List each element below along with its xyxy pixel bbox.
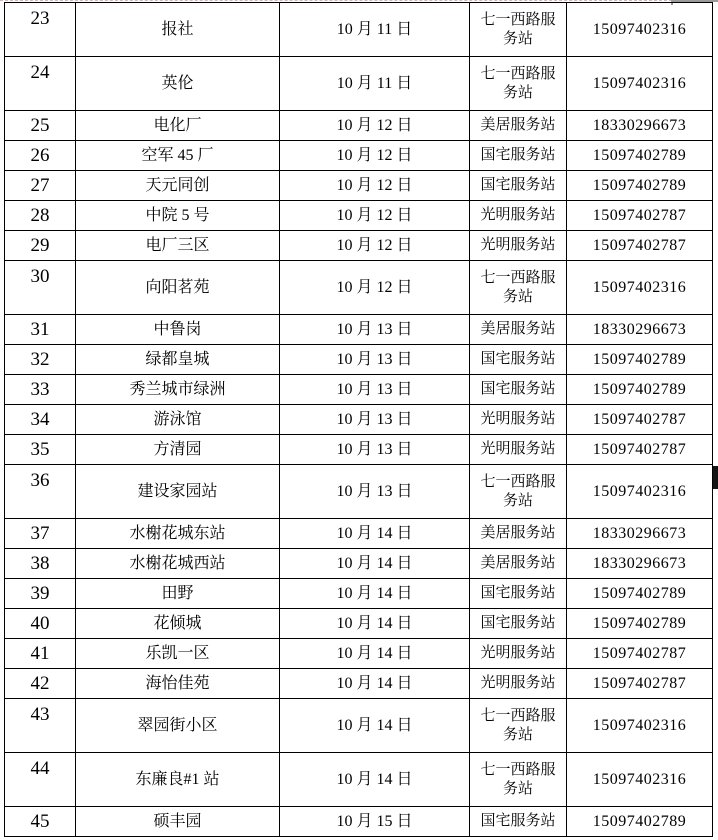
cell-phone-number[interactable]: 15097402789: [567, 345, 713, 375]
cell-row-number[interactable]: 31: [5, 315, 76, 345]
cell-date[interactable]: 10 月 12 日: [280, 231, 470, 261]
cell-service-station[interactable]: 七一西路服务站: [470, 753, 567, 807]
table-row: [5, 753, 713, 807]
cell-row-number[interactable]: 44: [5, 753, 76, 807]
cell-service-station[interactable]: 国宅服务站: [470, 807, 567, 837]
cell-community-name[interactable]: 海怡佳苑: [76, 669, 280, 699]
cell-community-name[interactable]: 电厂三区: [76, 231, 280, 261]
cell-service-station[interactable]: 光明服务站: [470, 201, 567, 231]
cell-community-name[interactable]: 乐凯一区: [76, 639, 280, 669]
cell-service-station[interactable]: 国宅服务站: [470, 579, 567, 609]
cell-row-number[interactable]: 39: [5, 579, 76, 609]
cell-service-station[interactable]: 国宅服务站: [470, 171, 567, 201]
table-row: [5, 639, 713, 669]
cell-service-station[interactable]: 美居服务站: [470, 315, 567, 345]
cell-community-name[interactable]: 田野: [76, 579, 280, 609]
cell-service-station[interactable]: 光明服务站: [470, 435, 567, 465]
cell-date[interactable]: 10 月 14 日: [280, 639, 470, 669]
cell-community-name[interactable]: 英伦: [76, 57, 280, 111]
cell-date[interactable]: 10 月 14 日: [280, 753, 470, 807]
cell-date[interactable]: 10 月 13 日: [280, 435, 470, 465]
cell-phone-number[interactable]: 15097402316: [567, 753, 713, 807]
cell-date[interactable]: 10 月 14 日: [280, 669, 470, 699]
cell-service-station[interactable]: 美居服务站: [470, 519, 567, 549]
cell-community-name[interactable]: 电化厂: [76, 111, 280, 141]
cell-row-number[interactable]: 30: [5, 261, 76, 315]
cell-community-name[interactable]: 东廉良#1 站: [76, 753, 280, 807]
cell-community-name[interactable]: 向阳茗苑: [76, 261, 280, 315]
cell-community-name[interactable]: 中院 5 号: [76, 201, 280, 231]
table-row: [5, 231, 713, 261]
cell-community-name[interactable]: 建设家园站: [76, 465, 280, 519]
table-row: [5, 435, 713, 465]
table-row: [5, 111, 713, 141]
cell-community-name[interactable]: 中鲁岗: [76, 315, 280, 345]
table-row: [5, 699, 713, 753]
table-row: [5, 57, 713, 111]
service-schedule-table: [4, 2, 713, 837]
cell-phone-number[interactable]: 15097402787: [567, 669, 713, 699]
cell-community-name[interactable]: 空军 45 厂: [76, 141, 280, 171]
page-break-dashed-line: [0, 0, 672, 1]
table-row: [5, 375, 713, 405]
cell-service-station[interactable]: 国宅服务站: [470, 141, 567, 171]
cell-date[interactable]: 10 月 14 日: [280, 699, 470, 753]
table-row: [5, 261, 713, 315]
cell-phone-number[interactable]: 15097402787: [567, 639, 713, 669]
cell-date[interactable]: 10 月 13 日: [280, 315, 470, 345]
cell-date[interactable]: 10 月 12 日: [280, 171, 470, 201]
table-row: [5, 405, 713, 435]
cell-phone-number[interactable]: 15097402787: [567, 231, 713, 261]
table-row: [5, 345, 713, 375]
cell-service-station[interactable]: 七一西路服务站: [470, 261, 567, 315]
cell-date[interactable]: 10 月 12 日: [280, 111, 470, 141]
cell-phone-number[interactable]: 18330296673: [567, 111, 713, 141]
cell-phone-number[interactable]: 15097402316: [567, 465, 713, 519]
cell-row-number[interactable]: 38: [5, 549, 76, 579]
scrollbar-thumb[interactable]: [713, 466, 718, 489]
cell-row-number[interactable]: 26: [5, 141, 76, 171]
table-row: [5, 609, 713, 639]
cell-row-number[interactable]: 24: [5, 57, 76, 111]
cell-community-name[interactable]: 秀兰城市绿洲: [76, 375, 280, 405]
cell-phone-number[interactable]: 15097402789: [567, 579, 713, 609]
table-row: [5, 141, 713, 171]
cell-row-number[interactable]: 40: [5, 609, 76, 639]
table-row: [5, 201, 713, 231]
cell-phone-number[interactable]: 15097402789: [567, 171, 713, 201]
cell-service-station[interactable]: 七一西路服务站: [470, 699, 567, 753]
cell-date[interactable]: 10 月 11 日: [280, 57, 470, 111]
cell-community-name[interactable]: 绿都皇城: [76, 345, 280, 375]
cell-phone-number[interactable]: 18330296673: [567, 519, 713, 549]
cell-date[interactable]: 10 月 13 日: [280, 405, 470, 435]
cell-date[interactable]: 10 月 15 日: [280, 807, 470, 837]
cell-row-number[interactable]: 29: [5, 231, 76, 261]
cell-service-station[interactable]: 光明服务站: [470, 639, 567, 669]
cell-row-number[interactable]: 37: [5, 519, 76, 549]
cell-row-number[interactable]: 28: [5, 201, 76, 231]
cell-phone-number[interactable]: 15097402316: [567, 3, 713, 57]
cell-date[interactable]: 10 月 12 日: [280, 201, 470, 231]
cell-row-number[interactable]: 36: [5, 465, 76, 519]
table-row: [5, 549, 713, 579]
table-row: [5, 3, 713, 57]
cell-row-number[interactable]: 23: [5, 3, 76, 57]
table-row: [5, 171, 713, 201]
cell-community-name[interactable]: 水榭花城东站: [76, 519, 280, 549]
cell-date[interactable]: 10 月 12 日: [280, 261, 470, 315]
cell-date[interactable]: 10 月 11 日: [280, 3, 470, 57]
cell-date[interactable]: 10 月 13 日: [280, 375, 470, 405]
cell-service-station[interactable]: 光明服务站: [470, 231, 567, 261]
table-row: [5, 519, 713, 549]
table-row: [5, 669, 713, 699]
cell-date[interactable]: 10 月 13 日: [280, 345, 470, 375]
table-row: [5, 807, 713, 837]
cell-service-station[interactable]: 光明服务站: [470, 405, 567, 435]
cell-row-number[interactable]: 34: [5, 405, 76, 435]
cell-phone-number[interactable]: 15097402789: [567, 609, 713, 639]
cell-row-number[interactable]: 41: [5, 639, 76, 669]
cell-row-number[interactable]: 45: [5, 807, 76, 837]
table-row: [5, 579, 713, 609]
cell-service-station[interactable]: 国宅服务站: [470, 609, 567, 639]
cell-service-station[interactable]: 美居服务站: [470, 111, 567, 141]
cell-row-number[interactable]: 25: [5, 111, 76, 141]
cell-row-number[interactable]: 35: [5, 435, 76, 465]
cell-row-number[interactable]: 33: [5, 375, 76, 405]
cell-phone-number[interactable]: 15097402787: [567, 435, 713, 465]
cell-service-station[interactable]: 七一西路服务站: [470, 3, 567, 57]
cell-community-name[interactable]: 硕丰园: [76, 807, 280, 837]
cell-community-name[interactable]: 翠园街小区: [76, 699, 280, 753]
cell-community-name[interactable]: 游泳馆: [76, 405, 280, 435]
cell-community-name[interactable]: 花倾城: [76, 609, 280, 639]
cell-service-station[interactable]: 七一西路服务站: [470, 57, 567, 111]
cell-row-number[interactable]: 27: [5, 171, 76, 201]
cell-date[interactable]: 10 月 14 日: [280, 519, 470, 549]
cell-service-station[interactable]: 光明服务站: [470, 669, 567, 699]
cell-phone-number[interactable]: 18330296673: [567, 549, 713, 579]
cell-phone-number[interactable]: 15097402316: [567, 57, 713, 111]
cell-row-number[interactable]: 42: [5, 669, 76, 699]
cell-service-station[interactable]: 七一西路服务站: [470, 465, 567, 519]
cell-date[interactable]: 10 月 14 日: [280, 609, 470, 639]
cell-row-number[interactable]: 43: [5, 699, 76, 753]
cell-community-name[interactable]: 天元同创: [76, 171, 280, 201]
table-row: [5, 465, 713, 519]
cell-phone-number[interactable]: 15097402316: [567, 699, 713, 753]
cell-row-number[interactable]: 32: [5, 345, 76, 375]
cell-phone-number[interactable]: 15097402789: [567, 375, 713, 405]
cell-date[interactable]: 10 月 13 日: [280, 465, 470, 519]
cell-phone-number[interactable]: 18330296673: [567, 315, 713, 345]
cell-phone-number[interactable]: 15097402316: [567, 261, 713, 315]
cell-community-name[interactable]: 报社: [76, 3, 280, 57]
cell-phone-number[interactable]: 15097402787: [567, 201, 713, 231]
cell-date[interactable]: 10 月 12 日: [280, 141, 470, 171]
cell-community-name[interactable]: 方清园: [76, 435, 280, 465]
cell-service-station[interactable]: 国宅服务站: [470, 375, 567, 405]
cell-phone-number[interactable]: 15097402789: [567, 141, 713, 171]
cell-date[interactable]: 10 月 14 日: [280, 549, 470, 579]
cell-date[interactable]: 10 月 14 日: [280, 579, 470, 609]
table-row: [5, 315, 713, 345]
cell-service-station[interactable]: 国宅服务站: [470, 345, 567, 375]
cell-community-name[interactable]: 水榭花城西站: [76, 549, 280, 579]
cell-phone-number[interactable]: 15097402787: [567, 405, 713, 435]
cell-phone-number[interactable]: 15097402789: [567, 807, 713, 837]
service-schedule-body: [5, 3, 713, 837]
cell-service-station[interactable]: 美居服务站: [470, 549, 567, 579]
